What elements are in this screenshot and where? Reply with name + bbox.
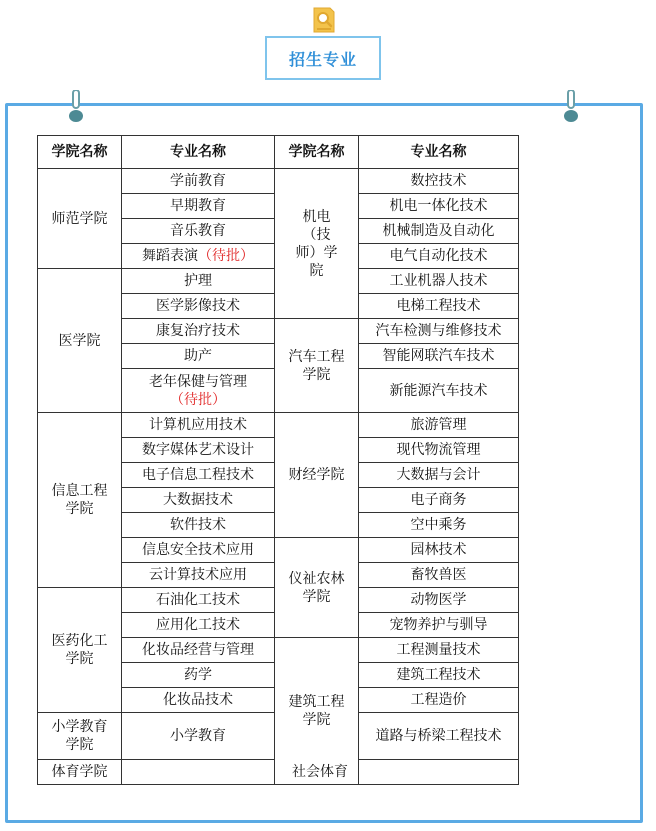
major-cell: 动物医学 xyxy=(359,588,519,613)
table-header-row xyxy=(38,136,519,169)
major-cell: 电梯工程技术 xyxy=(359,294,519,319)
major-cell: 工业机器人技术 xyxy=(359,269,519,294)
major-cell xyxy=(122,244,275,269)
college-name: 机电（技师）学院 xyxy=(295,208,338,279)
major-cell: 早期教育 xyxy=(122,194,275,219)
major-cell: 石油化工技术 xyxy=(122,588,275,613)
pin-icon xyxy=(68,90,84,124)
major-cell: 药学 xyxy=(122,663,275,688)
major-cell: 园林技术 xyxy=(359,538,519,563)
pending-label: （待批） xyxy=(198,248,254,264)
major-cell: 智能网联汽车技术 xyxy=(359,344,519,369)
college-name: 建筑工程学院 xyxy=(288,694,345,728)
college-cell xyxy=(275,538,359,638)
major-cell: 化妆品经营与管理 xyxy=(122,638,275,663)
college-name: 医药化工学院 xyxy=(51,633,108,667)
major-cell: 电子商务 xyxy=(359,488,519,513)
major-name: 老年保健与管理 xyxy=(149,373,247,390)
pin-icon xyxy=(563,90,579,124)
college-name: 仪祉农林学院 xyxy=(288,570,345,605)
major-cell: 化妆品技术 xyxy=(122,688,275,713)
major-cell: 大数据与会计 xyxy=(359,463,519,488)
college-name: 汽车工程学院 xyxy=(288,348,345,383)
major-cell: 数控技术 xyxy=(359,169,519,194)
college-cell xyxy=(38,713,122,760)
college-cell: 体育学院 xyxy=(38,760,122,785)
college-cell: 师范学院 xyxy=(38,169,122,269)
major-cell: 护理 xyxy=(122,269,275,294)
major-cell: 软件技术 xyxy=(122,513,275,538)
college-name: 信息工程学院 xyxy=(51,483,108,517)
college-name: 小学教育学院 xyxy=(51,719,108,753)
major-cell: 数字媒体艺术设计 xyxy=(122,438,275,463)
major-cell: 建筑工程技术 xyxy=(359,663,519,688)
major-cell: 学前教育 xyxy=(122,169,275,194)
col-header-major: 专业名称 xyxy=(359,136,519,169)
major-cell: 大数据技术 xyxy=(122,488,275,513)
major-cell: 计算机应用技术 xyxy=(122,413,275,438)
major-cell: 宠物养护与驯导 xyxy=(359,613,519,638)
section-title: 招生专业 xyxy=(288,49,357,69)
col-header-college: 学院名称 xyxy=(38,136,122,169)
college-cell xyxy=(38,588,122,713)
major-cell: 应用化工技术 xyxy=(122,613,275,638)
college-cell xyxy=(275,169,359,319)
col-header-major: 专业名称 xyxy=(122,136,275,169)
major-cell: 社会体育 xyxy=(122,760,519,785)
major-cell: 空中乘务 xyxy=(359,513,519,538)
major-cell: 畜牧兽医 xyxy=(359,563,519,588)
col-header-college: 学院名称 xyxy=(275,136,359,169)
major-cell: 云计算技术应用 xyxy=(122,563,275,588)
major-cell: 机械制造及自动化 xyxy=(359,219,519,244)
major-cell: 电气自动化技术 xyxy=(359,244,519,269)
major-cell: 医学影像技术 xyxy=(122,294,275,319)
college-cell xyxy=(38,413,122,588)
major-cell: 工程测量技术 xyxy=(359,638,519,663)
major-cell: 电子信息工程技术 xyxy=(122,463,275,488)
college-cell: 财经学院 xyxy=(275,413,359,538)
college-cell xyxy=(275,319,359,413)
major-cell: 信息安全技术应用 xyxy=(122,538,275,563)
section-header xyxy=(265,36,381,80)
major-cell: 旅游管理 xyxy=(359,413,519,438)
major-cell: 小学教育 xyxy=(122,713,275,760)
major-cell: 现代物流管理 xyxy=(359,438,519,463)
major-cell: 工程造价 xyxy=(359,688,519,713)
major-cell: 机电一体化技术 xyxy=(359,194,519,219)
major-cell: 康复治疗技术 xyxy=(122,319,275,344)
major-name: 舞蹈表演 xyxy=(142,248,198,264)
pending-label: （待批） xyxy=(170,391,226,408)
major-cell: 道路与桥梁工程技术 xyxy=(359,713,519,760)
majors-table xyxy=(37,135,519,785)
search-document-icon xyxy=(311,4,337,34)
major-cell: 助产 xyxy=(122,344,275,369)
major-cell: 新能源汽车技术 xyxy=(359,369,519,413)
major-cell: 音乐教育 xyxy=(122,219,275,244)
college-cell: 医学院 xyxy=(38,269,122,413)
major-cell: 汽车检测与维修技术 xyxy=(359,319,519,344)
major-cell xyxy=(122,369,275,413)
